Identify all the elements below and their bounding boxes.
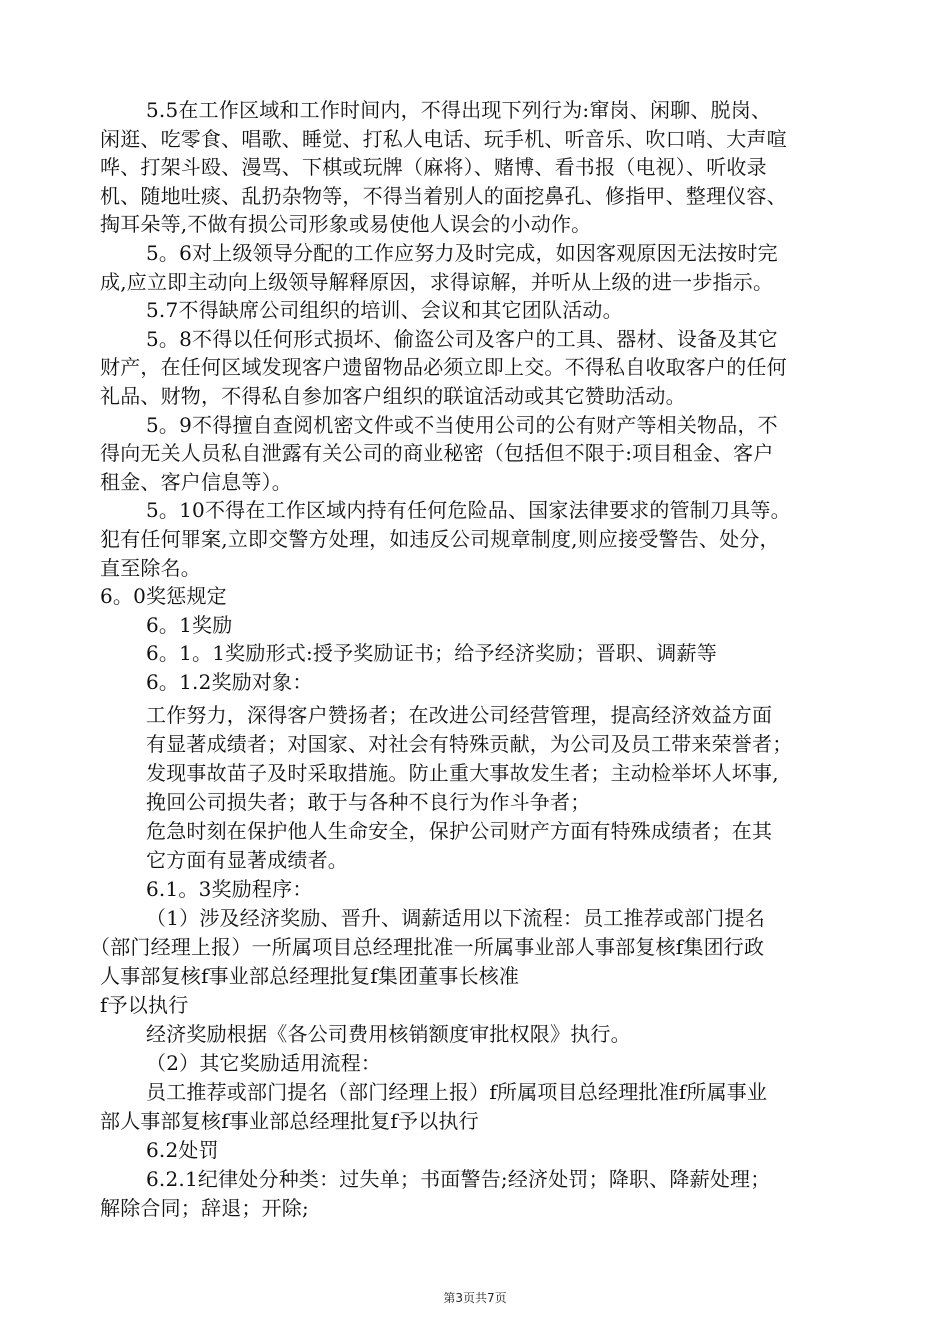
text-line: 得向无关人员私自泄露有关公司的商业秘密（包括但不限于:项目租金、客户 (100, 441, 774, 465)
text-line: 6。1.2奖励对象： (146, 670, 313, 694)
subsection-heading: 6。1奖励 (146, 613, 233, 637)
text-line: 5。10不得在工作区域内持有任何危险品、国家法律要求的管制刀具等。 (146, 498, 791, 522)
text-line: 6.2.1纪律处分种类：过失单；书面警告;经济处罚；降职、降薪处理； (146, 1167, 771, 1191)
text-line: 机、随地吐痰、乱扔杂物等，不得当着别人的面挖鼻孔、修指甲、整理仪容、 (100, 184, 787, 208)
text-line: 6.1。3奖励程序： (146, 877, 313, 901)
text-line: 解除合同；辞退；开除; (100, 1196, 309, 1220)
text-line: （2）其它奖励适用流程： (146, 1051, 382, 1075)
text-line: 有显著成绩者；对国家、对社会有特殊贡献，为公司及员工带来荣誉者； (146, 732, 793, 756)
text-line: 经济奖励根据《各公司费用核销额度审批权限》执行。 (146, 1022, 631, 1046)
text-line: 礼品、财物，不得私自参加客户组织的联谊活动或其它赞助活动。 (100, 384, 686, 408)
text-line: 发现事故苗子及时采取措施。防止重大事故发生者；主动检举坏人坏事, (146, 761, 779, 785)
text-line: 工作努力，深得客户赞扬者；在改进公司经营管理，提高经济效益方面 (146, 703, 773, 727)
text-line: f予以执行 (100, 993, 189, 1017)
text-line: 5.5在工作区域和工作时间内，不得出现下列行为:窜岗、闲聊、脱岗、 (146, 98, 772, 122)
text-line: 5。9不得擅自查阅机密文件或不当使用公司的公有财产等相关物品，不 (146, 413, 778, 437)
text-line: （部门经理上报）一所属项目总经理批准一所属事业部人事部复核f集团行政 (90, 935, 765, 959)
text-line: 危急时刻在保护他人生命安全，保护公司财产方面有特殊成绩者；在其 (146, 819, 773, 843)
text-line: 部人事部复核f事业部总经理批复f予以执行 (100, 1109, 479, 1133)
text-line: 犯有任何罪案,立即交警方处理，如违反公司规章制度,则应接受警告、处分， (100, 527, 780, 551)
text-line: 它方面有显著成绩者。 (146, 848, 348, 872)
text-line: （1）涉及经济奖励、晋升、调薪适用以下流程：员工推荐或部门提名 (146, 906, 765, 930)
text-line: 哗、打架斗殴、漫骂、下棋或玩牌（麻将）、赌博、看书报（电视）、听收录 (100, 155, 767, 179)
text-line: 成,应立即主动向上级领导解释原因，求得谅解，并听从上级的进一步指示。 (100, 270, 774, 294)
page-number-footer: 第3页共7页 (443, 1291, 507, 1305)
text-line: 员工推荐或部门提名（部门经理上报）f所属项目总经理批准f所属事业 (146, 1080, 768, 1104)
text-line: 掏耳朵等,不做有损公司形象或易使他人误会的小动作。 (100, 212, 592, 236)
text-line: 人事部复核f事业部总经理批复f集团董事长核准 (100, 964, 520, 988)
text-line: 挽回公司损失者；敢于与各种不良行为作斗争者； (146, 790, 591, 814)
text-line: 6。1。1奖励形式:授予奖励证书；给予经济奖励；晋职、调薪等 (146, 641, 717, 665)
text-line: 直至除名。 (100, 556, 201, 580)
text-line: 闲逛、吃零食、唱歌、睡觉、打私人电话、玩手机、听音乐、吹口哨、大声喧 (100, 127, 787, 151)
text-line: 财产，在任何区域发现客户遗留物品必须立即上交。不得私自收取客户的任何 (100, 355, 787, 379)
subsection-heading: 6.2处罚 (146, 1138, 219, 1162)
text-line: 5。8不得以任何形式损坏、偷盗公司及客户的工具、器材、设备及其它 (146, 327, 778, 351)
text-line: 5.7不得缺席公司组织的培训、会议和其它团队活动。 (146, 298, 623, 322)
text-line: 5。6对上级领导分配的工作应努力及时完成，如因客观原因无法按时完 (146, 241, 778, 265)
section-heading: 6。0奖惩规定 (100, 584, 227, 608)
text-line: 租金、客户信息等）。 (100, 470, 292, 494)
